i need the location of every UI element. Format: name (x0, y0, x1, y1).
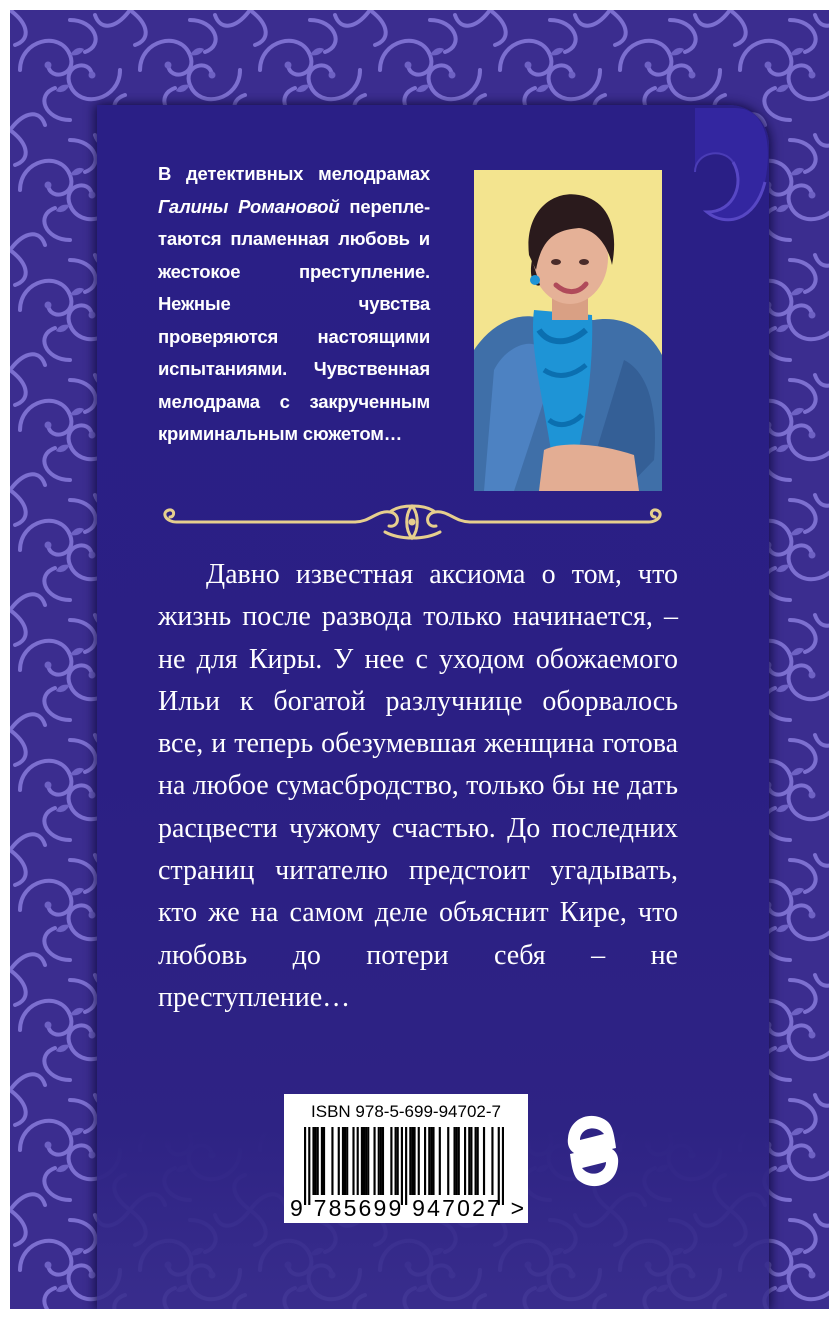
barcode-bar (475, 1127, 477, 1195)
barcode-bar (502, 1127, 504, 1205)
barcode-bar (363, 1127, 365, 1195)
barcode-bar (418, 1127, 420, 1195)
barcode-bar (483, 1127, 485, 1195)
barcode-bar (373, 1127, 375, 1195)
isbn-label: ISBN 978-5-699-94702-7 (311, 1102, 501, 1121)
barcode-bar (304, 1127, 306, 1205)
barcode-bar (456, 1127, 458, 1195)
barcode-bar (430, 1127, 432, 1195)
eksmo-logo-icon (564, 1108, 622, 1194)
barcode-bar (361, 1127, 363, 1195)
barcode-bar (390, 1127, 392, 1195)
barcode-bar (491, 1127, 493, 1195)
barcode-bar (439, 1127, 441, 1195)
barcode-bar (312, 1127, 314, 1195)
barcode-bar (315, 1127, 317, 1195)
barcode-bar (308, 1127, 310, 1205)
barcode-bar (346, 1127, 348, 1195)
barcode-bar (468, 1127, 470, 1195)
barcode-bar (453, 1127, 455, 1195)
barcode-bar (378, 1127, 380, 1195)
story-description: Давно известная аксиома о том, что жизнь после развода только начинается, – не для Киры. У нее с уходом обожаемого Ильи к богатой разлучнице оборвалось все, и теперь обезумевшая женщина готова на любое сумасбродство, только бы не дать расцвести чужому счастью. До последних страниц читателю предстоит угадывать, кто же на самом деле объяснит Кире, что любовь до потери себя – не преступление… (158, 559, 678, 1013)
barcode-bar (331, 1127, 333, 1195)
blurb-line-2-rest: перепле- (339, 195, 430, 217)
barcode-bar (477, 1127, 479, 1195)
barcode-bar (395, 1127, 397, 1195)
barcode-bars (304, 1127, 504, 1205)
ornament-divider (155, 500, 670, 544)
barcode-bar (405, 1127, 407, 1205)
barcode-bar (413, 1127, 415, 1195)
barcode-bar (397, 1127, 399, 1195)
barcode-bar (470, 1127, 472, 1195)
author-name: Галины Романовой (158, 195, 340, 217)
barcode-bar (342, 1127, 344, 1195)
barcode-bar (323, 1127, 325, 1195)
barcode-bar (344, 1127, 346, 1195)
barcode-bar (409, 1127, 411, 1195)
barcode-bar (380, 1127, 382, 1195)
barcode-bar (321, 1127, 323, 1195)
barcode-bar (401, 1127, 403, 1205)
barcode-bar (317, 1127, 319, 1195)
author-blurb (158, 158, 430, 451)
barcode-bar (447, 1127, 449, 1195)
blurb-rest: таются пламенная любовь и жестокое преступление. Нежные чувства проверяются настоящими испытаниями. Чувственная мелодрама с закрученным криминальным сюжетом… (158, 228, 430, 444)
author-photo (474, 170, 662, 491)
blurb-line-1: В детективных мелодрамах (158, 163, 430, 184)
barcode-box (284, 1094, 528, 1223)
barcode-bar (352, 1127, 354, 1195)
barcode-bar (382, 1127, 384, 1195)
barcode-bar (365, 1127, 367, 1195)
barcode-bar (367, 1127, 369, 1195)
barcode-bar (428, 1127, 430, 1195)
barcode-bar (498, 1127, 500, 1205)
barcode-bar (411, 1127, 413, 1195)
barcode-bar (338, 1127, 340, 1195)
barcode-bar (464, 1127, 466, 1195)
barcode-bar (432, 1127, 434, 1195)
barcode-bar (357, 1127, 359, 1195)
barcode-digits: 9 785699 947027 > (290, 1195, 527, 1221)
barcode-bar (458, 1127, 460, 1195)
author-photo-icon (474, 170, 662, 491)
barcode-bar (424, 1127, 426, 1195)
